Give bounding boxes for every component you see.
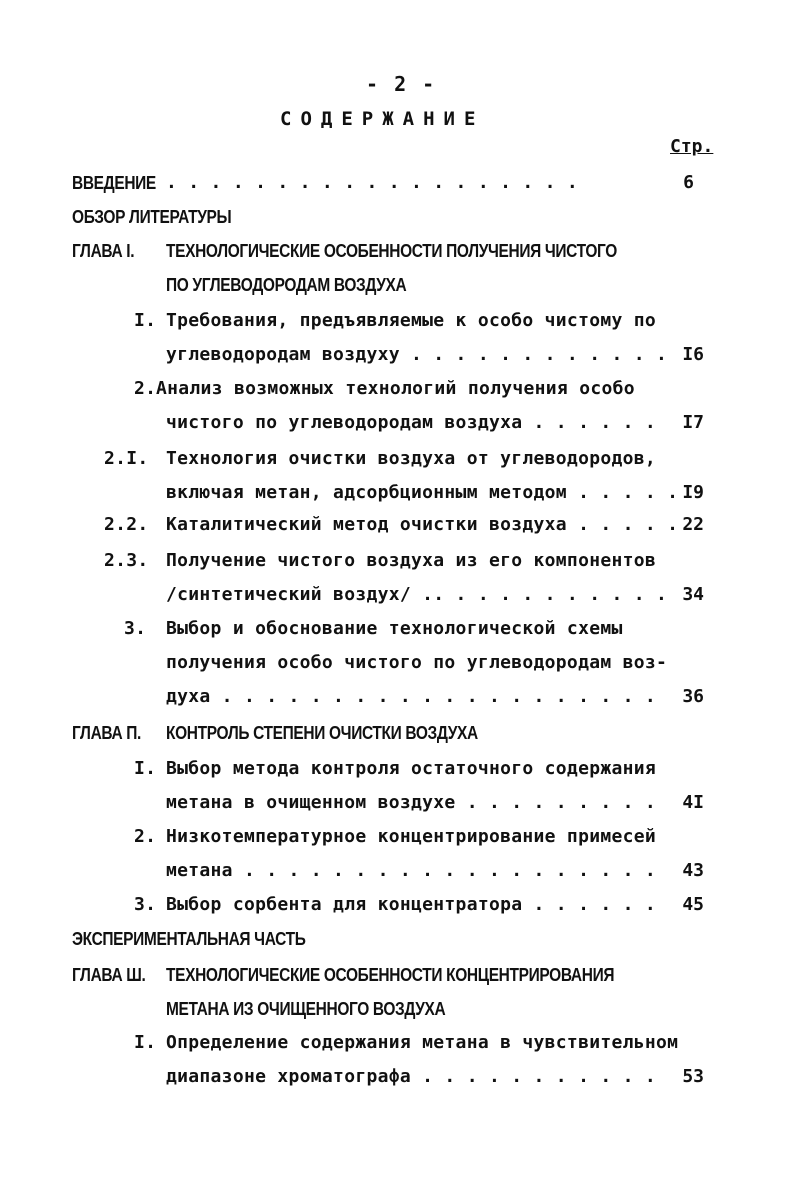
- toc-ch3-title-line2: МЕТАНА ИЗ ОЧИЩЕННОГО ВОЗДУХА: [166, 999, 446, 1019]
- toc-ch1-s23-page: 34: [682, 584, 704, 605]
- toc-ch3-s1-line2: диапазоне хроматографа . . . . . . . . . . .: [166, 1066, 657, 1087]
- toc-ch1-s21-page: I9: [682, 482, 704, 503]
- toc-intro-page: 6: [683, 172, 694, 193]
- toc-ch1-title-line2: ПО УГЛЕВОДОРОДАМ ВОЗДУХА: [166, 275, 407, 295]
- toc-ch1-s3-page: 36: [682, 686, 704, 707]
- toc-ch1-s21-line2: включая метан, адсорбционным методом . . . . .: [166, 482, 679, 503]
- toc-ch3-title-line1: ТЕХНОЛОГИЧЕСКИЕ ОСОБЕННОСТИ КОНЦЕНТРИРОВАНИЯ: [166, 965, 615, 985]
- toc-review-label: ОБЗОР ЛИТЕРАТУРЫ: [72, 207, 232, 227]
- toc-ch1-s21-num: 2.I.: [104, 448, 149, 469]
- toc-ch2-s2-num: 2.: [134, 826, 157, 847]
- toc-ch2-s1-page: 4I: [682, 792, 704, 813]
- contents-title: СОДЕРЖАНИЕ: [280, 108, 485, 130]
- toc-experimental-label: ЭКСПЕРИМЕНТАЛЬНАЯ ЧАСТЬ: [72, 929, 306, 949]
- page-number: - 2 -: [366, 72, 437, 96]
- toc-ch1-s2-num: 2.: [134, 378, 157, 399]
- toc-ch1-s23-num: 2.3.: [104, 550, 149, 571]
- toc-ch1-s1-page: I6: [682, 344, 704, 365]
- toc-ch1-s2-page: I7: [682, 412, 704, 433]
- toc-ch3-s1-line1: Определение содержания метана в чувствительном: [166, 1032, 679, 1053]
- toc-ch1-s3-line3: духа . . . . . . . . . . . . . . . . . . . .: [166, 686, 657, 707]
- toc-ch1-label: ГЛАВА I.: [72, 241, 135, 261]
- toc-ch1-s23-line1: Получение чистого воздуха из его компонентов: [166, 550, 657, 571]
- toc-ch2-s1-line1: Выбор метода контроля остаточного содержания: [166, 758, 657, 779]
- toc-ch1-s1-line2: углеводородам воздуху . . . . . . . . . . . .: [166, 344, 668, 365]
- toc-ch3-s1-num: I.: [134, 1032, 157, 1053]
- page-column-header: Стр.: [670, 136, 714, 157]
- toc-ch1-s1-line1: Требования, предъявляемые к особо чистому по: [166, 310, 657, 331]
- toc-ch3-label: ГЛАВА Ш.: [72, 965, 146, 985]
- toc-ch2-s2-line2: метана . . . . . . . . . . . . . . . . . . .: [166, 860, 657, 881]
- toc-ch2-title-line1: КОНТРОЛЬ СТЕПЕНИ ОЧИСТКИ ВОЗДУХА: [166, 723, 478, 743]
- toc-ch2-s3-line1: Выбор сорбента для концентратора . . . . . .: [166, 894, 657, 915]
- toc-ch2-s1-line2: метана в очищенном воздухе . . . . . . . . .: [166, 792, 657, 813]
- toc-ch1-title-line1: ТЕХНОЛОГИЧЕСКИЕ ОСОБЕННОСТИ ПОЛУЧЕНИЯ ЧИСТОГО: [166, 241, 617, 261]
- toc-ch2-s3-page: 45: [682, 894, 704, 915]
- toc-ch2-s2-page: 43: [682, 860, 704, 881]
- toc-intro-label: ВВЕДЕНИЕ: [72, 173, 156, 193]
- toc-ch1-s21-line1: Технология очистки воздуха от углеводородов,: [166, 448, 657, 469]
- toc-ch2-s1-num: I.: [134, 758, 157, 779]
- toc-ch1-s22-line1: Каталитический метод очистки воздуха . . . . .: [166, 514, 679, 535]
- toc-ch1-s3-num: 3.: [124, 618, 147, 639]
- toc-ch1-s1-num: I.: [134, 310, 157, 331]
- toc-ch2-s2-line1: Низкотемпературное концентрирование примесей: [166, 826, 657, 847]
- toc-ch1-s3-line2: получения особо чистого по углеводородам воз-: [166, 652, 668, 673]
- toc-ch1-s3-line1: Выбор и обоснование технологической схемы: [166, 618, 623, 639]
- toc-ch1-s22-page: 22: [682, 514, 704, 535]
- toc-ch1-s23-line2: /синтетический воздух/ .. . . . . . . . . . .: [166, 584, 668, 605]
- toc-ch1-s2-line1: Анализ возможных технологий получения особо: [156, 378, 635, 399]
- toc-ch3-s1-page: 53: [682, 1066, 704, 1087]
- toc-ch1-s2-line2: чистого по углеводородам воздуха . . . . . .: [166, 412, 657, 433]
- toc-ch1-s22-num: 2.2.: [104, 514, 149, 535]
- toc-ch2-label: ГЛАВА П.: [72, 723, 142, 743]
- toc-intro-leader: . . . . . . . . . . . . . . . . . . .: [166, 172, 579, 193]
- toc-ch2-s3-num: 3.: [134, 894, 157, 915]
